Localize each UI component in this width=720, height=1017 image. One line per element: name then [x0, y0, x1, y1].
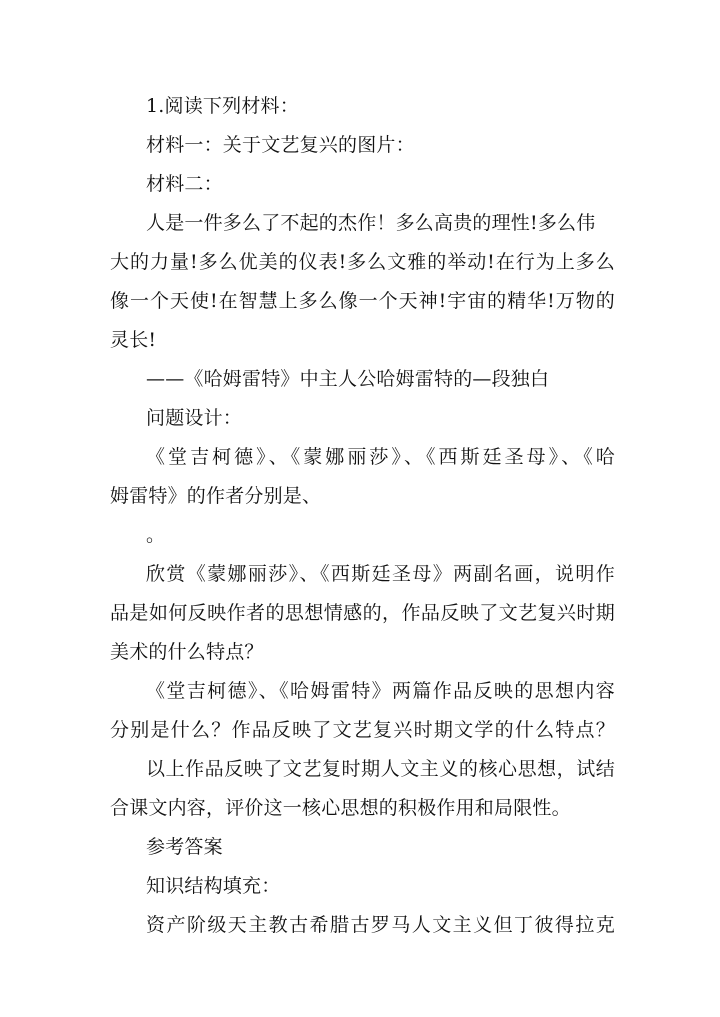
quote-line-2: 大的力量!多么优美的仪表!多么文雅的举动!在行为上多么	[110, 251, 615, 273]
knowledge-structure-answer: 资产阶级天主教古希腊古罗马人文主义但丁彼得拉克	[146, 914, 615, 936]
answer-heading: 参考答案	[146, 836, 223, 858]
question-design-label: 问题设计：	[146, 407, 243, 429]
question-two-line-2: 品是如何反映作者的思想情感的，作品反映了文艺复兴时期	[110, 602, 615, 624]
question-one-line-2: 姆雷特》的作者分别是、	[110, 485, 322, 507]
quote-line-3: 像一个天使!在智慧上多么像一个天神!宇宙的精华!万物的	[110, 290, 615, 312]
material-two-label: 材料二：	[146, 173, 223, 195]
question-one-line-3: 。	[146, 524, 166, 546]
question-three-line-1: 《堂吉柯德》、《哈姆雷特》两篇作品反映的思想内容	[146, 680, 615, 702]
question-four-line-1: 以上作品反映了文艺复时期人文主义的核心思想，试结	[146, 758, 615, 780]
question-three-line-2: 分别是什么？作品反映了文艺复兴时期文学的什么特点？	[110, 719, 615, 741]
quote-line-4: 灵长!	[110, 329, 157, 351]
quote-line-1: 人是一件多么了不起的杰作！多么高贵的理性!多么伟	[146, 212, 596, 234]
question-heading: 1.阅读下列材料：	[146, 95, 299, 117]
question-two-line-3: 美术的什么特点？	[110, 641, 264, 663]
material-one-label: 材料一：关于文艺复兴的图片：	[146, 134, 415, 156]
question-four-line-2: 合课文内容，评价这一核心思想的积极作用和局限性。	[110, 797, 571, 819]
question-two-line-1: 欣赏《蒙娜丽莎》、《西斯廷圣母》两副名画，说明作	[146, 563, 615, 585]
knowledge-structure-label: 知识结构填充：	[146, 875, 281, 897]
quote-attribution: ——《哈姆雷特》中主人公哈姆雷特的—段独白	[146, 368, 550, 390]
question-one-line-1: 《堂吉柯德》、《蒙娜丽莎》、《西斯廷圣母》、《哈	[146, 446, 615, 468]
